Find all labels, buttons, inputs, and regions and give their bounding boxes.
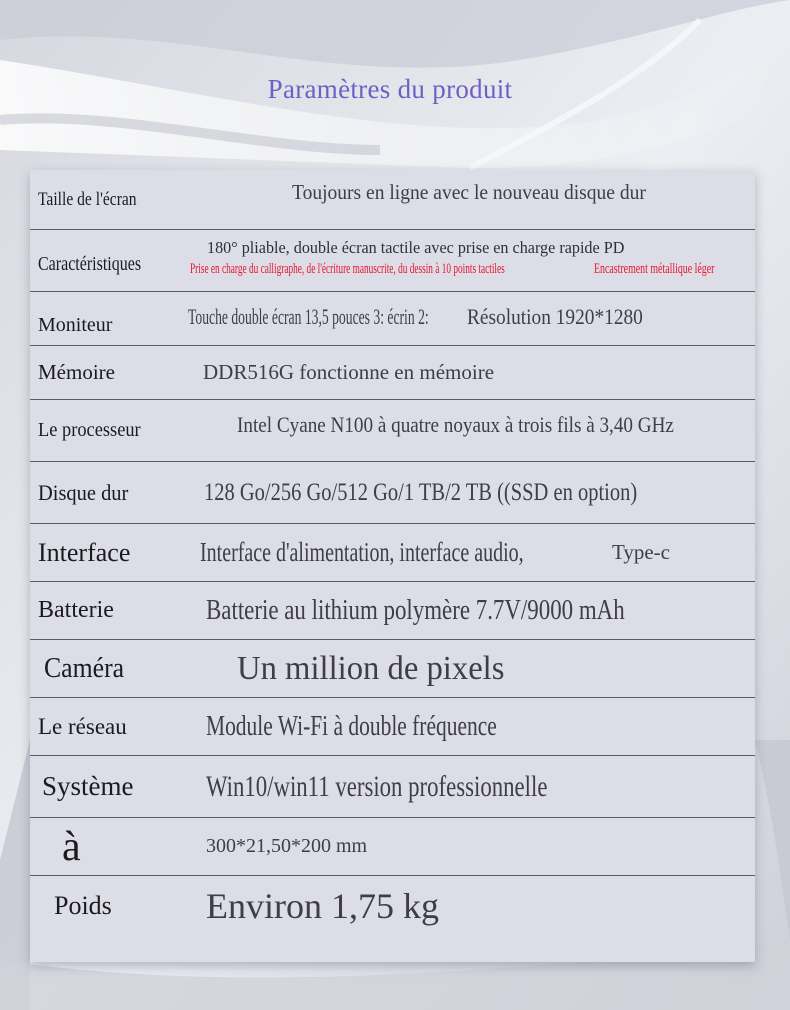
- spec-row-weight: [30, 876, 755, 948]
- spec-row-dimensions: [30, 818, 755, 876]
- spec-value: DDR516G fonctionne en mémoire: [203, 360, 495, 384]
- spec-row-system: [30, 756, 755, 818]
- spec-label: Poids: [54, 891, 112, 920]
- spec-value: Module Wi-Fi à double fréquence: [206, 710, 497, 742]
- spec-value: Touche double écran 13,5 pouces 3: écrin 2:: [188, 304, 429, 329]
- spec-table: [30, 170, 755, 962]
- spec-label: Le réseau: [38, 713, 127, 739]
- spec-label: Interface: [38, 537, 131, 567]
- spec-label: Le processeur: [38, 419, 141, 441]
- spec-value: 300*21,50*200 mm: [206, 835, 368, 857]
- spec-value-resolution: Résolution 1920*1280: [467, 304, 643, 329]
- spec-row-processor: [30, 400, 755, 462]
- spec-label: Disque dur: [38, 479, 129, 505]
- spec-label: Caméra: [44, 652, 125, 684]
- spec-value: Environ 1,75 kg: [206, 886, 439, 926]
- spec-row-features: [30, 230, 755, 292]
- spec-label: Taille de l'écran: [38, 188, 137, 210]
- spec-value: Intel Cyane N100 à quatre noyaux à trois fils à 3,40 GHz: [237, 412, 674, 437]
- spec-row-battery: [30, 582, 755, 640]
- spec-label: Moniteur: [38, 314, 113, 336]
- spec-row-camera: [30, 640, 755, 698]
- spec-row-hard-drive: [30, 462, 755, 524]
- spec-label: Système: [42, 771, 134, 801]
- spec-label: à: [62, 823, 81, 870]
- spec-label: Mémoire: [38, 360, 115, 384]
- spec-value-type-c: Type-c: [612, 540, 670, 564]
- spec-value: Un million de pixels: [237, 649, 505, 687]
- spec-label: Batterie: [38, 597, 114, 623]
- spec-row-monitor: [30, 292, 755, 346]
- spec-note-red: Encastrement métallique léger: [594, 261, 715, 277]
- spec-value: Toujours en ligne avec le nouveau disque dur: [292, 179, 646, 204]
- spec-value: 180° pliable, double écran tactile avec prise en charge rapide PD: [207, 238, 625, 257]
- spec-row-screen-size: [30, 170, 755, 230]
- spec-value: Batterie au lithium polymère 7.7V/9000 mAh: [206, 594, 625, 626]
- spec-note-red: Prise en charge du calligraphe, de l'écriture manuscrite, du dessin à 10 points tactiles: [190, 261, 505, 277]
- spec-row-interface: [30, 524, 755, 582]
- spec-label: Caractéristiques: [38, 253, 142, 275]
- spec-row-memory: [30, 346, 755, 400]
- spec-value: 128 Go/256 Go/512 Go/1 TB/2 TB ((SSD en option): [204, 478, 638, 506]
- spec-value: Win10/win11 version professionnelle: [206, 769, 548, 803]
- spec-row-network: [30, 698, 755, 756]
- page-title: Paramètres du produit: [267, 74, 513, 104]
- spec-value: Interface d'alimentation, interface audio,: [200, 537, 524, 567]
